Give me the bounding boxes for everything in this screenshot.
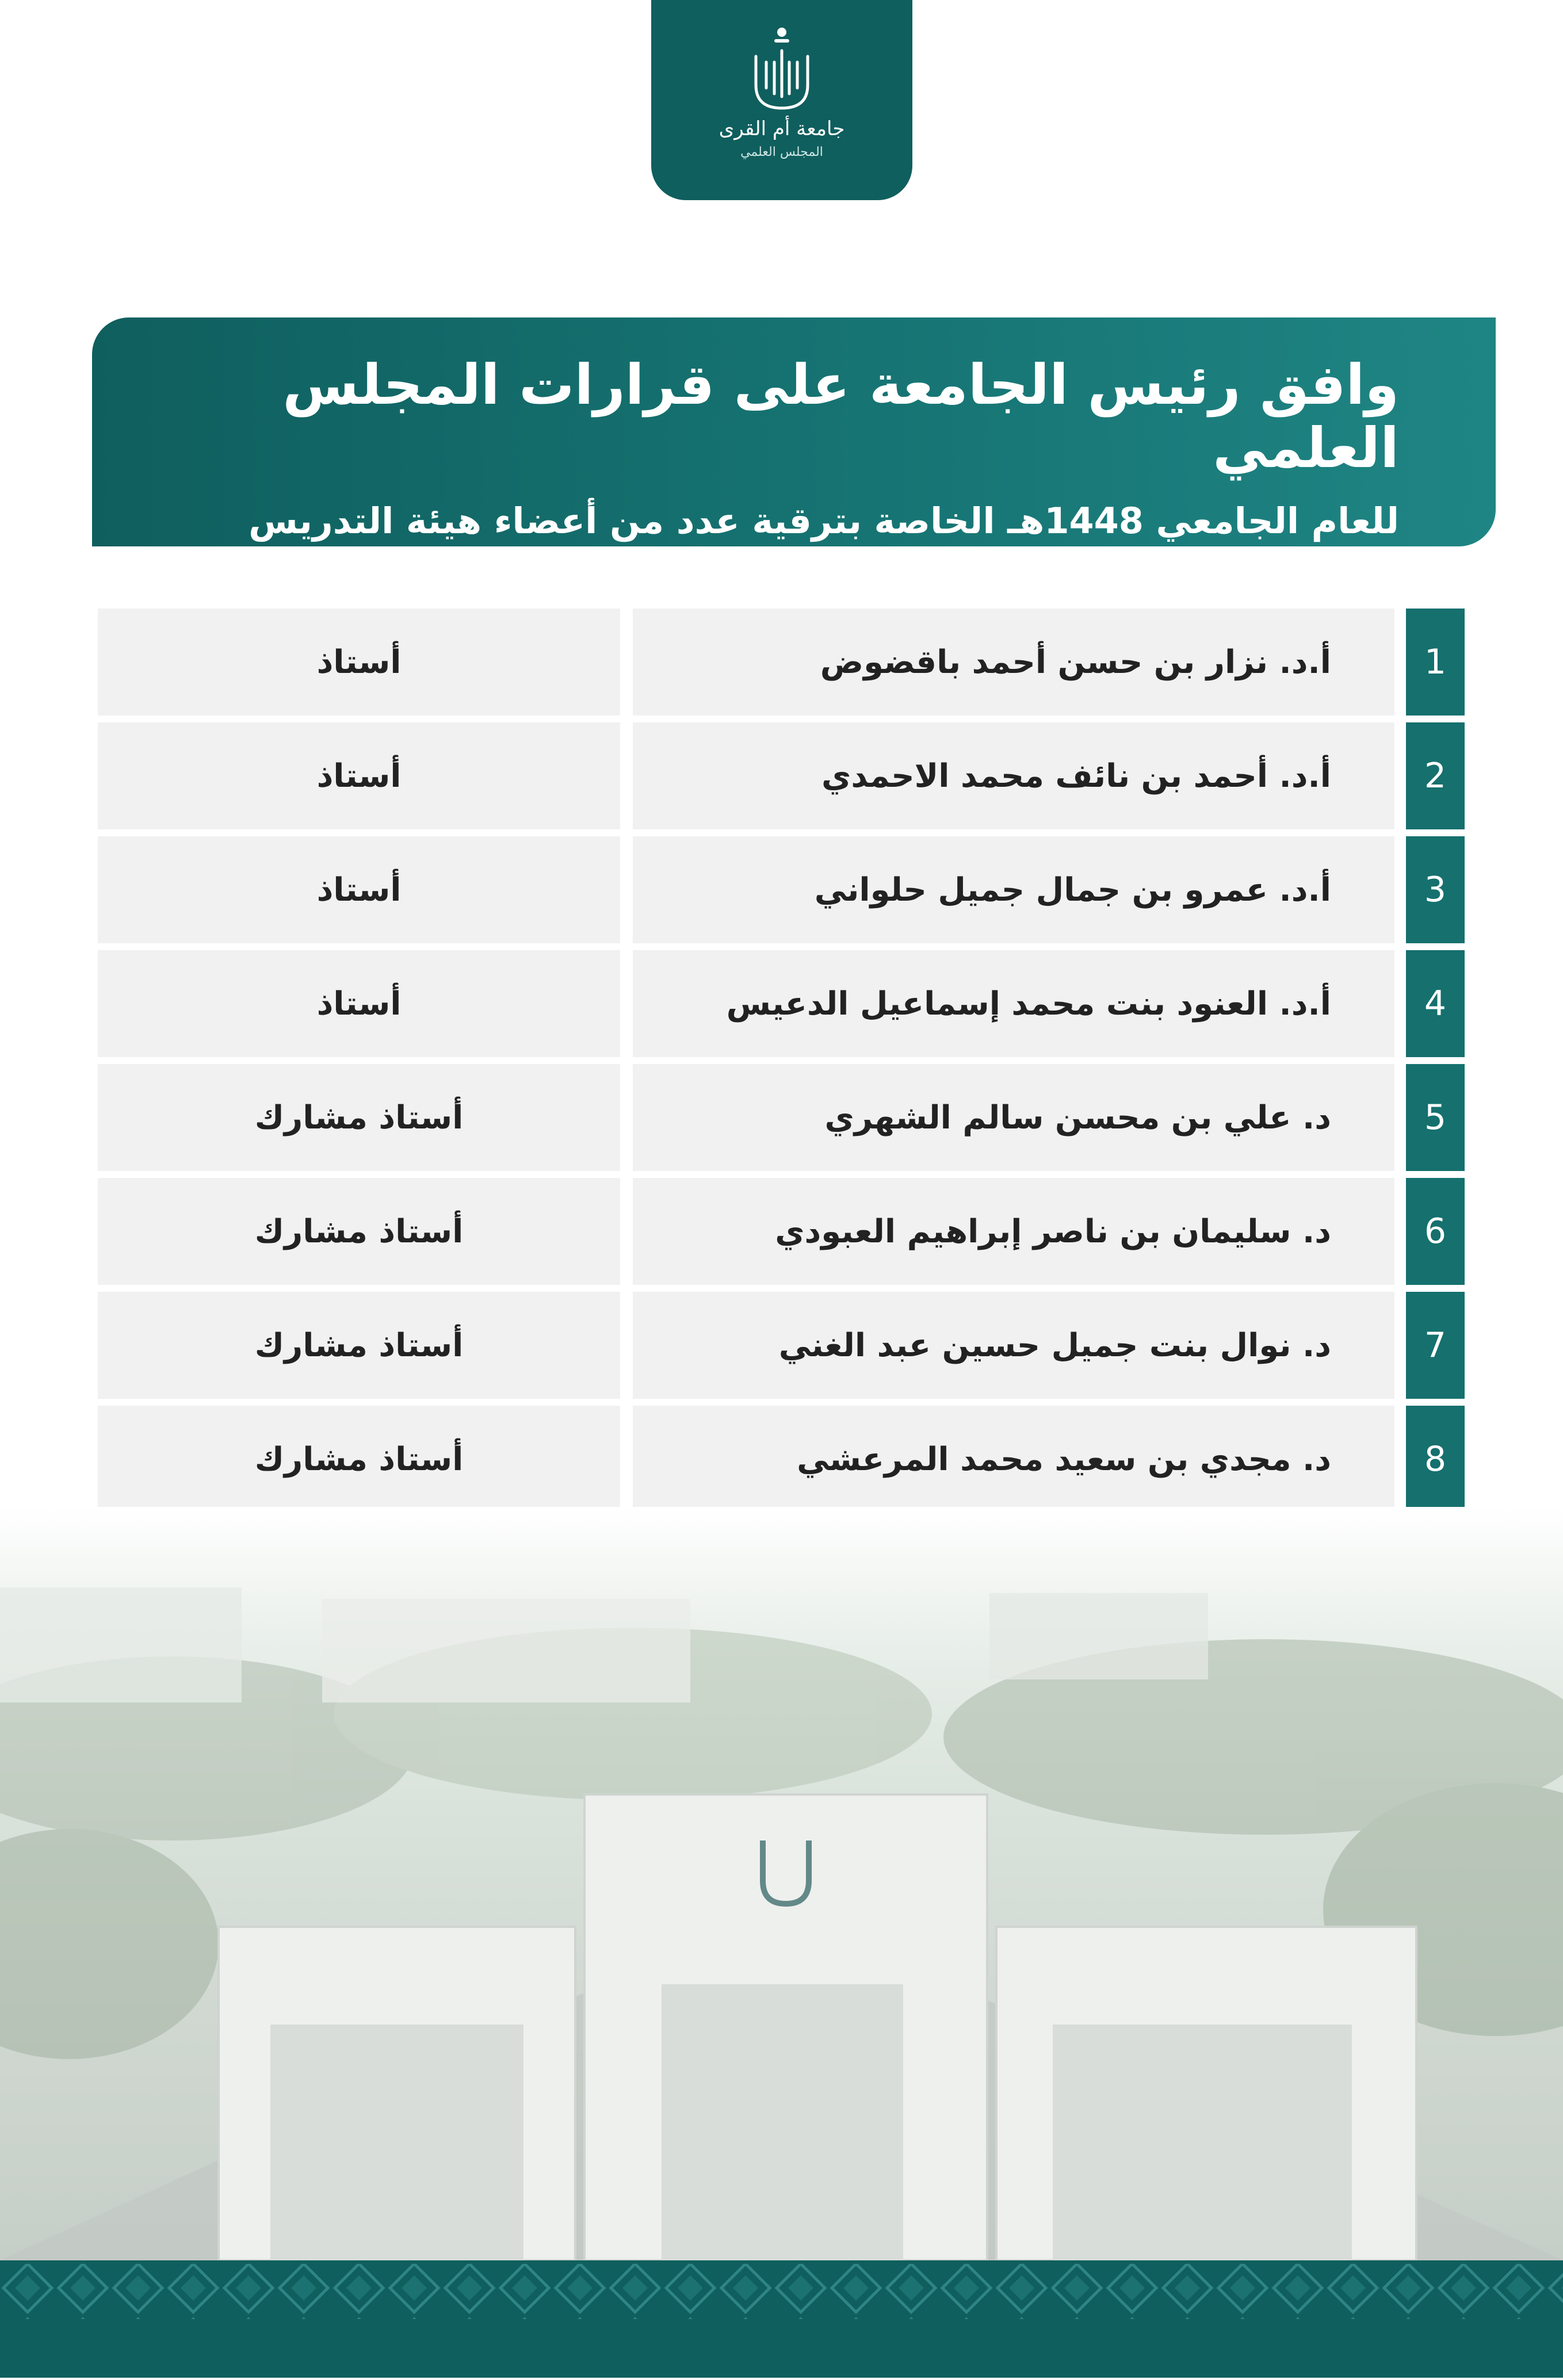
header-banner bbox=[92, 317, 1496, 584]
academic-rank: أستاذ bbox=[98, 609, 620, 715]
campus-gate-illustration bbox=[0, 1507, 1563, 2260]
academic-rank: أستاذ bbox=[98, 836, 620, 943]
brand-subtitle: المجلس العلمي bbox=[740, 145, 823, 159]
row-number: 3 bbox=[1406, 836, 1465, 943]
faculty-name: أ.د. نزار بن حسن أحمد باقضوض bbox=[633, 609, 1394, 715]
row-number: 2 bbox=[1406, 722, 1465, 829]
row-number: 4 bbox=[1406, 950, 1465, 1057]
subheadline: للعام الجامعي 1448هـ الخاصة بترقية عدد من أعضاء هيئة التدريس وهم: bbox=[249, 499, 1399, 584]
table-row bbox=[98, 1406, 1465, 1514]
faculty-name: د. علي بن محسن سالم الشهري bbox=[633, 1064, 1394, 1171]
geometric-pattern-icon bbox=[0, 2260, 1563, 2378]
faculty-name: د. مجدي بن سعيد محمد المرعشي bbox=[633, 1406, 1394, 1513]
academic-rank: أستاذ مشارك bbox=[98, 1292, 620, 1399]
table-row bbox=[98, 836, 1465, 944]
table-row bbox=[98, 950, 1465, 1058]
table-row bbox=[98, 1064, 1465, 1172]
row-number: 5 bbox=[1406, 1064, 1465, 1171]
faculty-name: أ.د. أحمد بن نائف محمد الاحمدي bbox=[633, 722, 1394, 829]
table-row bbox=[98, 722, 1465, 831]
academic-rank: أستاذ مشارك bbox=[98, 1064, 620, 1171]
brand-name: جامعة أم القرى bbox=[719, 117, 845, 140]
row-number: 7 bbox=[1406, 1292, 1465, 1399]
faculty-name: أ.د. عمرو بن جمال جميل حلواني bbox=[633, 836, 1394, 943]
faculty-name: أ.د. العنود بنت محمد إسماعيل الدعيس bbox=[633, 950, 1394, 1057]
table-row bbox=[98, 609, 1465, 717]
row-number: 1 bbox=[1406, 609, 1465, 715]
academic-rank: أستاذ مشارك bbox=[98, 1406, 620, 1513]
promotions-table bbox=[98, 609, 1465, 1520]
row-number: 6 bbox=[1406, 1178, 1465, 1285]
brand-logo-tab bbox=[651, 0, 912, 200]
academic-rank: أستاذ bbox=[98, 950, 620, 1057]
academic-rank: أستاذ bbox=[98, 722, 620, 829]
campus-gate-photo bbox=[0, 1507, 1563, 2260]
university-logo-icon bbox=[744, 16, 819, 114]
academic-rank: أستاذ مشارك bbox=[98, 1178, 620, 1285]
faculty-name: د. سليمان بن ناصر إبراهيم العبودي bbox=[633, 1178, 1394, 1285]
table-row bbox=[98, 1292, 1465, 1400]
faculty-name: د. نوال بنت جميل حسين عبد الغني bbox=[633, 1292, 1394, 1399]
decorative-pattern-band bbox=[0, 2260, 1563, 2378]
headline: وافق رئيس الجامعة على قرارات المجلس العلمي bbox=[282, 353, 1399, 481]
table-row bbox=[98, 1178, 1465, 1286]
row-number: 8 bbox=[1406, 1406, 1465, 1513]
